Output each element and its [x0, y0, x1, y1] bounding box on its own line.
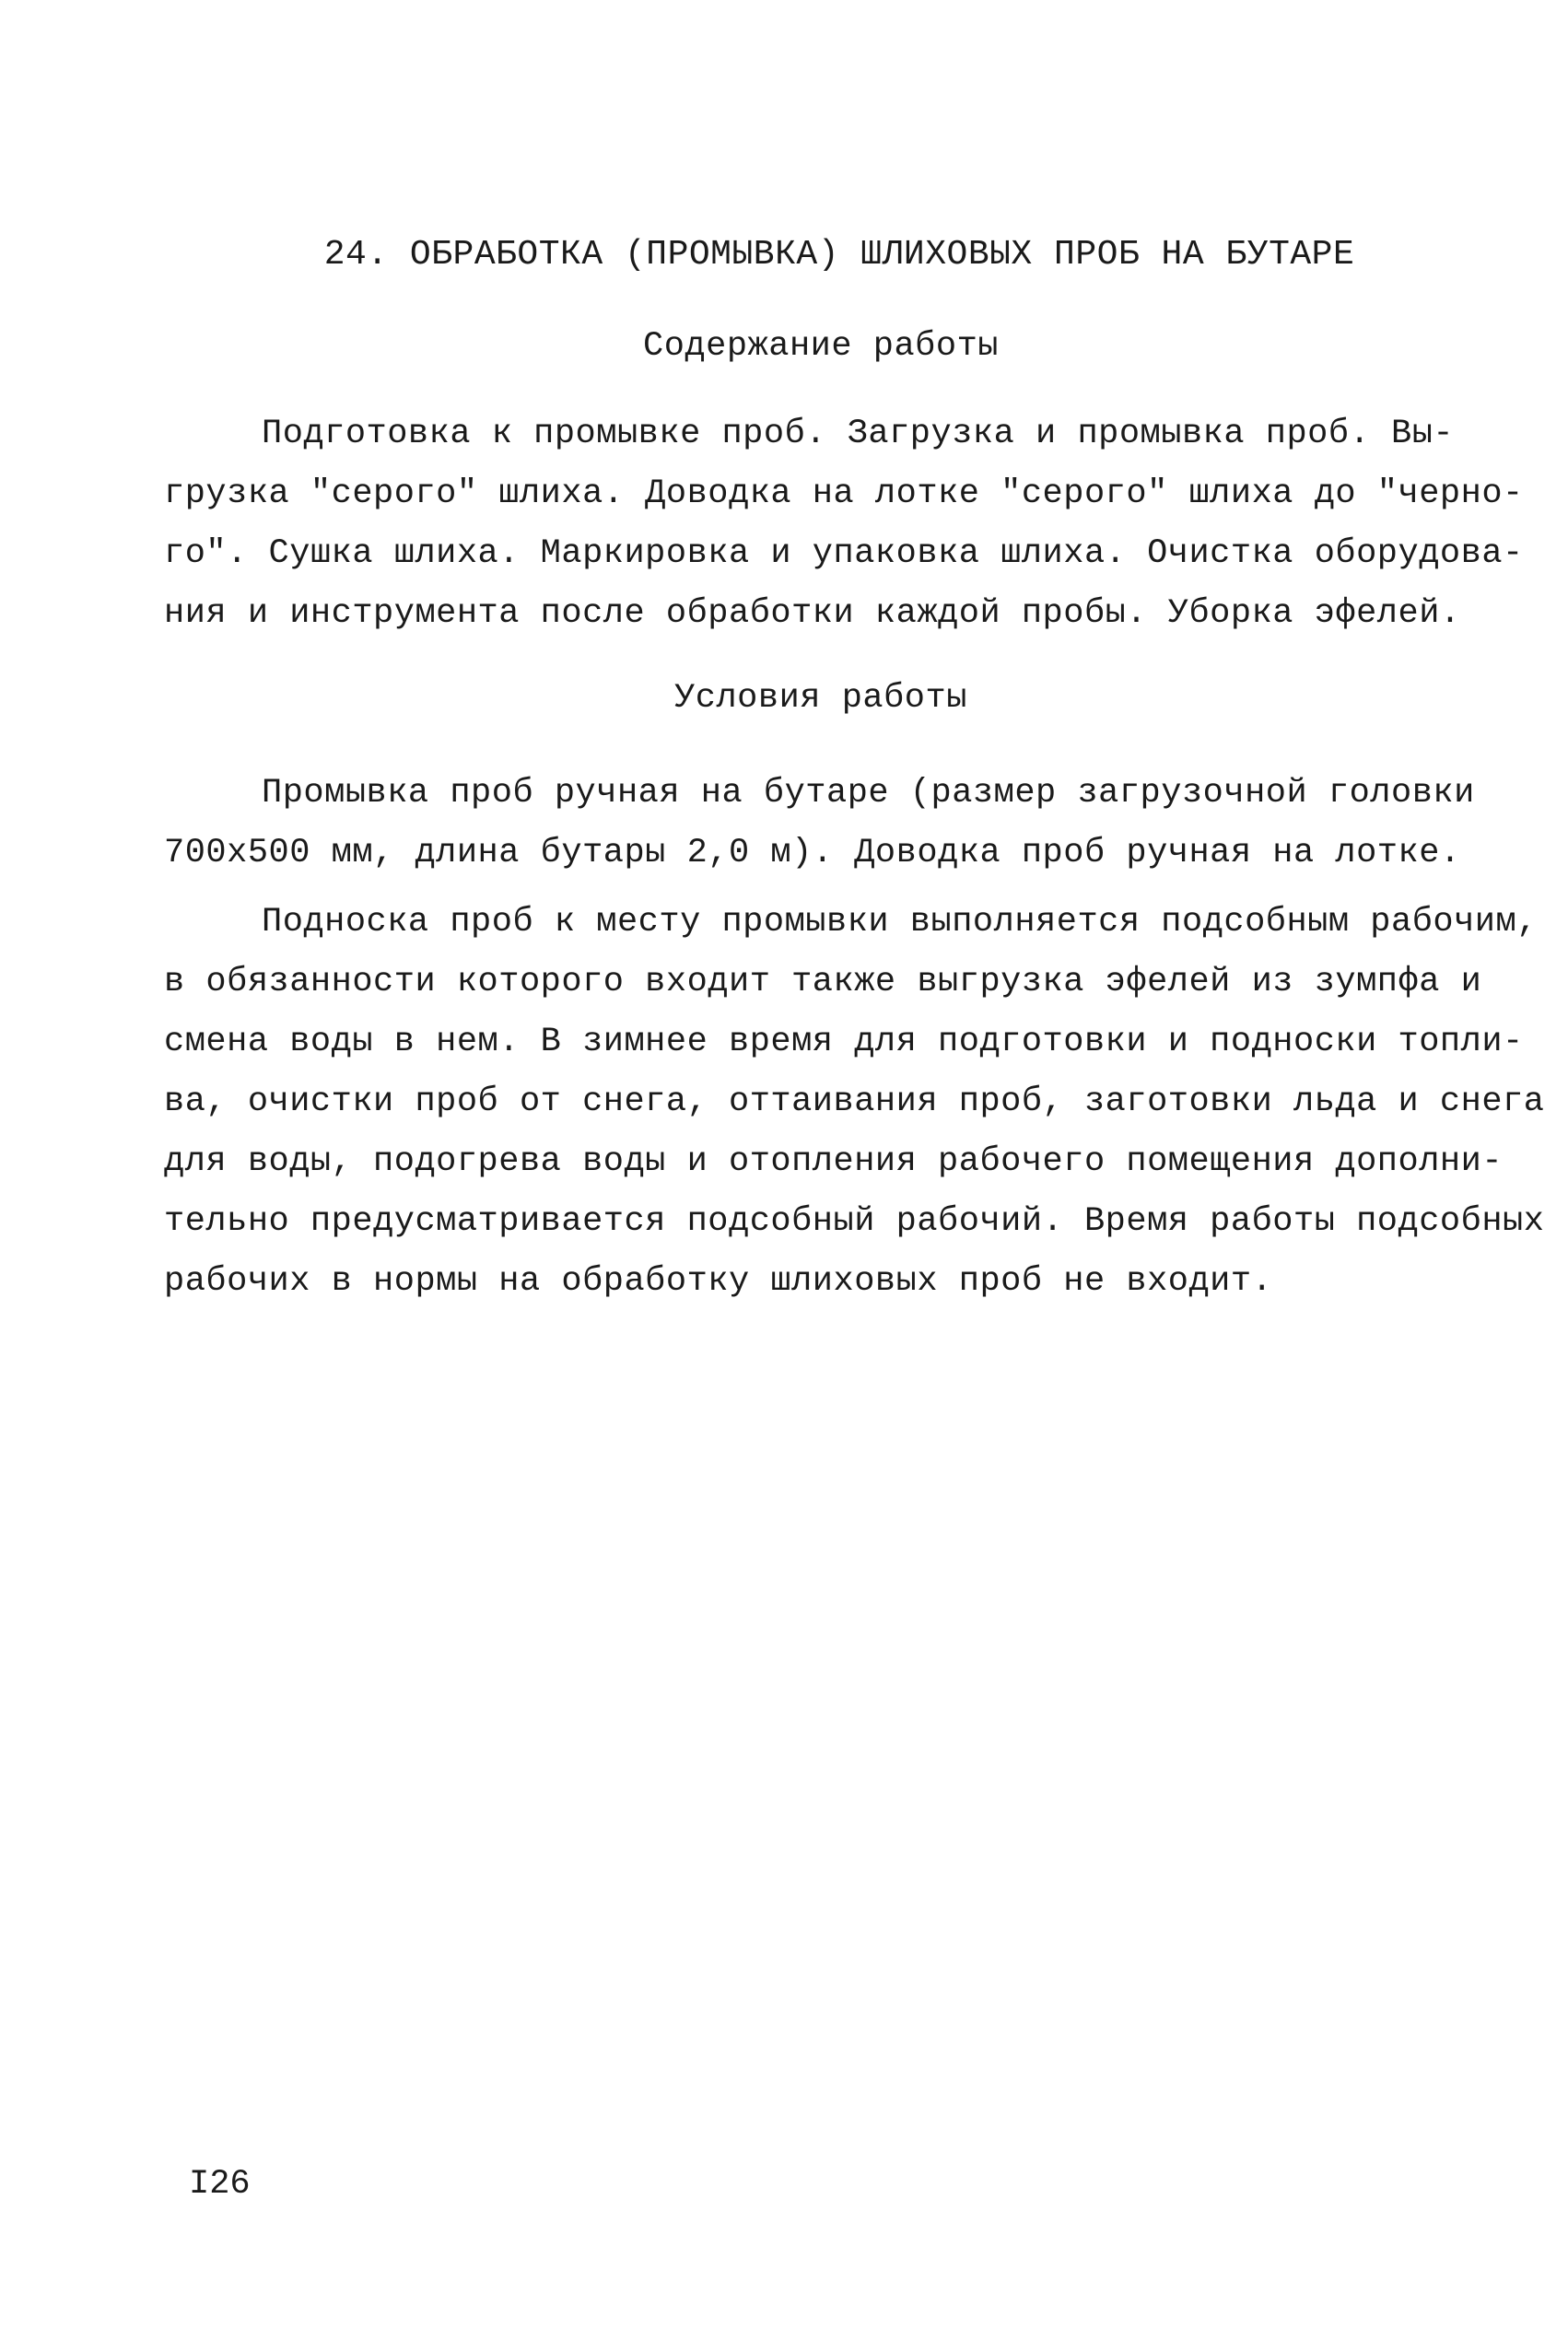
page-title: 24. ОБРАБОТКА (ПРОМЫВКА) ШЛИХОВЫХ ПРОБ НА БУТАРЕ	[323, 235, 1355, 275]
conditions-p2-line-2: в обязанности которого входит также выгрузка эфелей из зумпфа и	[164, 963, 1482, 1001]
content-line-2: грузка "серого" шлиха. Доводка на лотке "серого" шлиха до "черно-	[164, 474, 1524, 513]
content-line-3: го". Сушка шлиха. Маркировка и упаковка шлиха. Очистка оборудова-	[164, 534, 1524, 573]
conditions-p2-line-1: Подноска проб к месту промывки выполняется подсобным рабочим,	[262, 903, 1538, 942]
section-heading-conditions: Условия работы	[674, 679, 967, 718]
conditions-p1-line-2: 700х500 мм, длина бутары 2,0 м). Доводка проб ручная на лотке.	[164, 834, 1461, 872]
content-line-1: Подготовка к промывке проб. Загрузка и промывка проб. Вы-	[262, 415, 1455, 453]
conditions-p2-line-3: смена воды в нем. В зимнее время для подготовки и подноски топли-	[164, 1023, 1524, 1061]
conditions-p2-line-7: рабочих в нормы на обработку шлиховых проб не входит.	[164, 1262, 1273, 1301]
conditions-p1-line-1: Промывка проб ручная на бутаре (размер загрузочной головки	[262, 774, 1475, 813]
conditions-p2-line-5: для воды, подогрева воды и отопления рабочего помещения дополни-	[164, 1142, 1504, 1181]
section-heading-content: Содержание работы	[643, 327, 999, 366]
conditions-p2-line-4: ва, очистки проб от снега, оттаивания проб, заготовки льда и снега	[164, 1082, 1545, 1121]
content-line-4: ния и инструмента после обработки каждой пробы. Уборка эфелей.	[164, 594, 1461, 633]
page-number: I26	[189, 2165, 251, 2204]
conditions-p2-line-6: тельно предусматривается подсобный рабочий. Время работы подсобных	[164, 1202, 1545, 1241]
